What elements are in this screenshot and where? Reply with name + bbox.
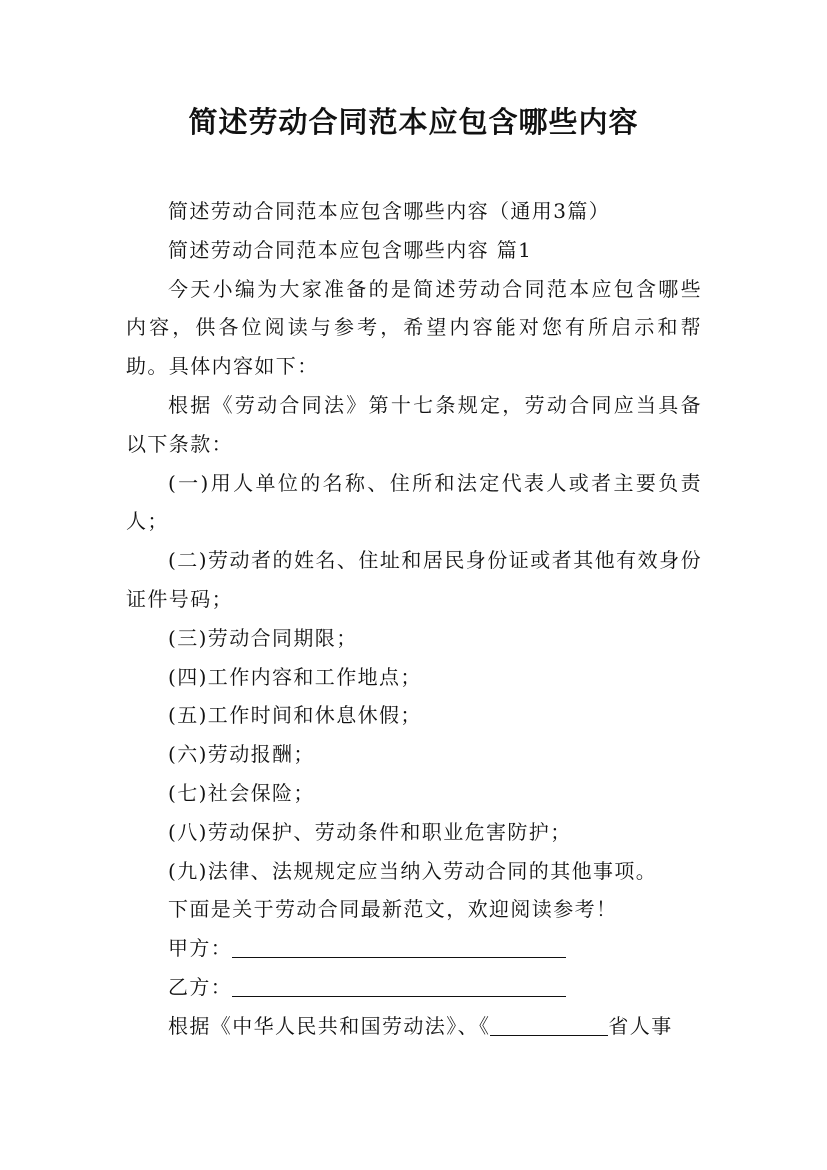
clause-item: (三)劳动合同期限； — [168, 625, 358, 650]
clause-item: (八)劳动保护、劳动条件和职业危害防护； — [168, 819, 572, 844]
clause-item: (一)用人单位的名称、住所和法定代表人或者主要负责人； — [126, 470, 702, 534]
closing-end-text: 省人事 — [608, 1013, 673, 1038]
clause-item: (九)法律、法规规定应当纳入劳动合同的其他事项。 — [168, 858, 658, 883]
province-blank[interactable] — [490, 1013, 608, 1036]
party-b-field — [126, 968, 702, 1007]
closing-start-text: 根据《中华人民共和国劳动法》、《 — [168, 1013, 491, 1038]
party-a-label: 甲方： — [168, 936, 233, 961]
document-body — [126, 192, 702, 1046]
clause-item: (二)劳动者的姓名、住址和居民身份证或者其他有效身份证件号码； — [126, 548, 702, 611]
party-b-blank[interactable] — [232, 974, 566, 997]
party-b-label: 乙方： — [168, 974, 233, 999]
clause-item: (四)工作内容和工作地点； — [168, 664, 422, 689]
following-note: 下面是关于劳动合同最新范文，欢迎阅读参考！ — [168, 897, 618, 922]
law-intro-paragraph: 根据《劳动合同法》第十七条规定，劳动合同应当具备以下条款： — [126, 392, 702, 456]
party-a-blank[interactable] — [232, 935, 566, 958]
document-title: 简述劳动合同范本应包含哪些内容 — [188, 105, 639, 139]
document-subtitle: 简述劳动合同范本应包含哪些内容（通用3篇） — [168, 199, 611, 223]
clause-item: (六)劳动报酬； — [168, 742, 315, 767]
party-a-field — [126, 929, 702, 968]
clause-item: (五)工作时间和休息休假； — [168, 703, 422, 728]
closing-line — [126, 1007, 702, 1046]
clause-list — [126, 464, 702, 891]
intro-paragraph: 今天小编为大家准备的是简述劳动合同范本应包含哪些内容，供各位阅读与参考，希望内容能对您有所启示和帮助。具体内容如下： — [126, 276, 702, 379]
clause-item: (七)社会保险； — [168, 780, 315, 805]
section-heading: 简述劳动合同范本应包含哪些内容 篇1 — [168, 237, 533, 262]
